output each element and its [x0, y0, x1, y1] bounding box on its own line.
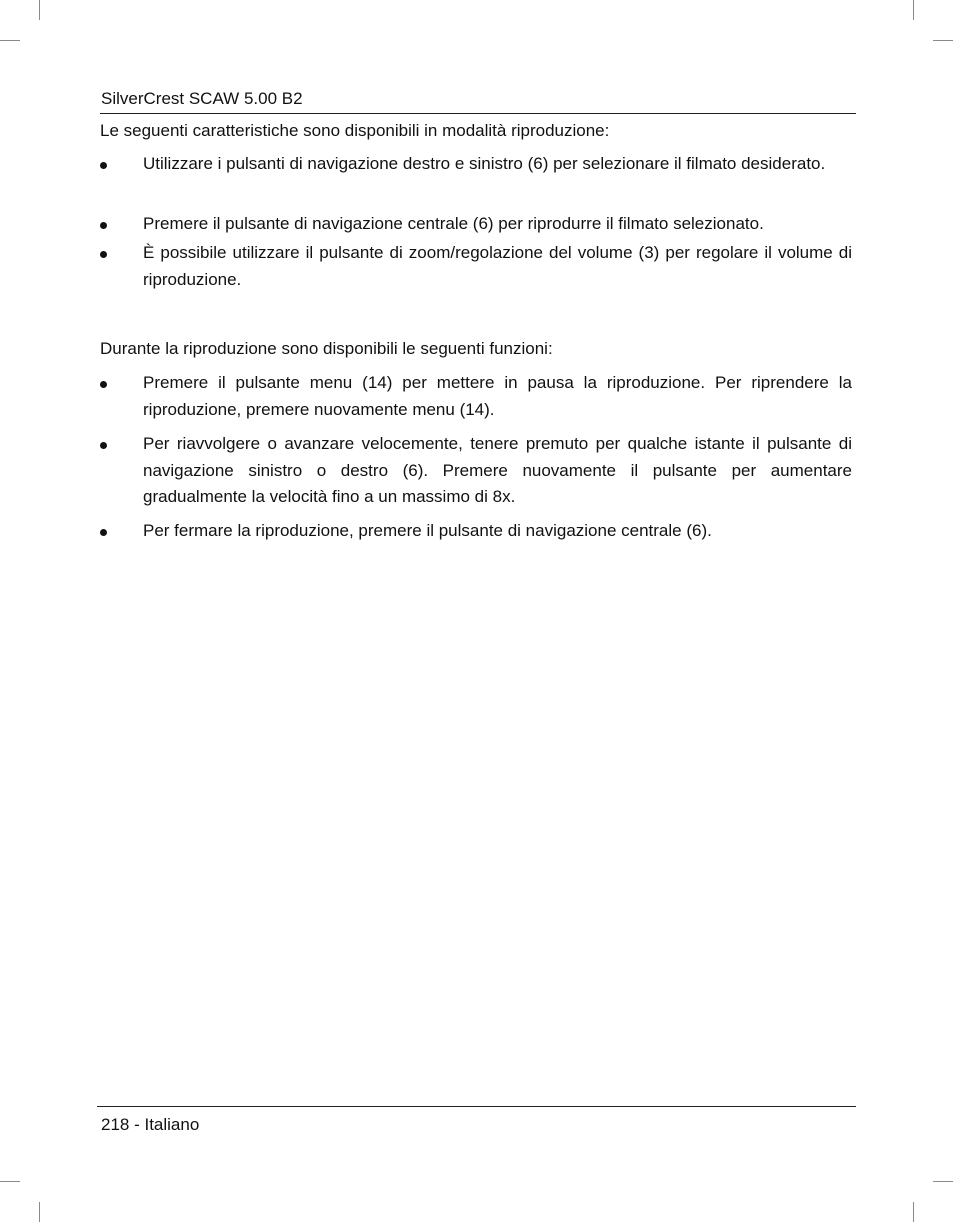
bullet-icon: [100, 222, 107, 229]
list-item-text: Per fermare la riproduzione, premere il pulsante di navigazione centrale (6).: [143, 521, 712, 540]
page-header: [100, 88, 856, 114]
list-item-text: Premere il pulsante menu (14) per mettere in pausa la riproduzione. Per riprendere la riproduzione, premere nuovamente menu (14).: [143, 373, 852, 419]
bullet-icon: [100, 251, 107, 258]
crop-mark: [913, 0, 914, 20]
bullet-icon: [100, 529, 107, 536]
section-intro: Le seguenti caratteristiche sono disponibili in modalità riproduzione:: [100, 121, 610, 140]
crop-mark: [933, 40, 953, 41]
page-number: 218 - Italiano: [101, 1115, 200, 1134]
list-item-text: Utilizzare i pulsanti di navigazione destro e sinistro (6) per selezionare il filmato desiderato.: [143, 154, 826, 173]
list-item-text: Per riavvolgere o avanzare velocemente, tenere premuto per qualche istante il pulsante di navigazione sinistro o destro (6). Premere nuovamente il pulsante per aumentare gradualmente la velocità fino a un massimo di 8x.: [143, 434, 852, 506]
crop-mark: [0, 1181, 20, 1182]
list-item-text: Premere il pulsante di navigazione centrale (6) per riprodurre il filmato selezionato.: [143, 214, 764, 233]
list-item-text: È possibile utilizzare il pulsante di zoom/regolazione del volume (3) per regolare il volume di riproduzione.: [143, 243, 852, 289]
crop-mark: [39, 1202, 40, 1222]
crop-mark: [913, 1202, 914, 1222]
bullet-icon: [100, 162, 107, 169]
header-title: SilverCrest SCAW 5.00 B2: [101, 89, 303, 108]
crop-mark: [39, 0, 40, 20]
crop-mark: [933, 1181, 953, 1182]
bullet-icon: [100, 442, 107, 449]
page-footer: [97, 1106, 856, 1140]
section-intro: Durante la riproduzione sono disponibili le seguenti funzioni:: [100, 339, 553, 358]
bullet-icon: [100, 381, 107, 388]
crop-mark: [0, 40, 20, 41]
